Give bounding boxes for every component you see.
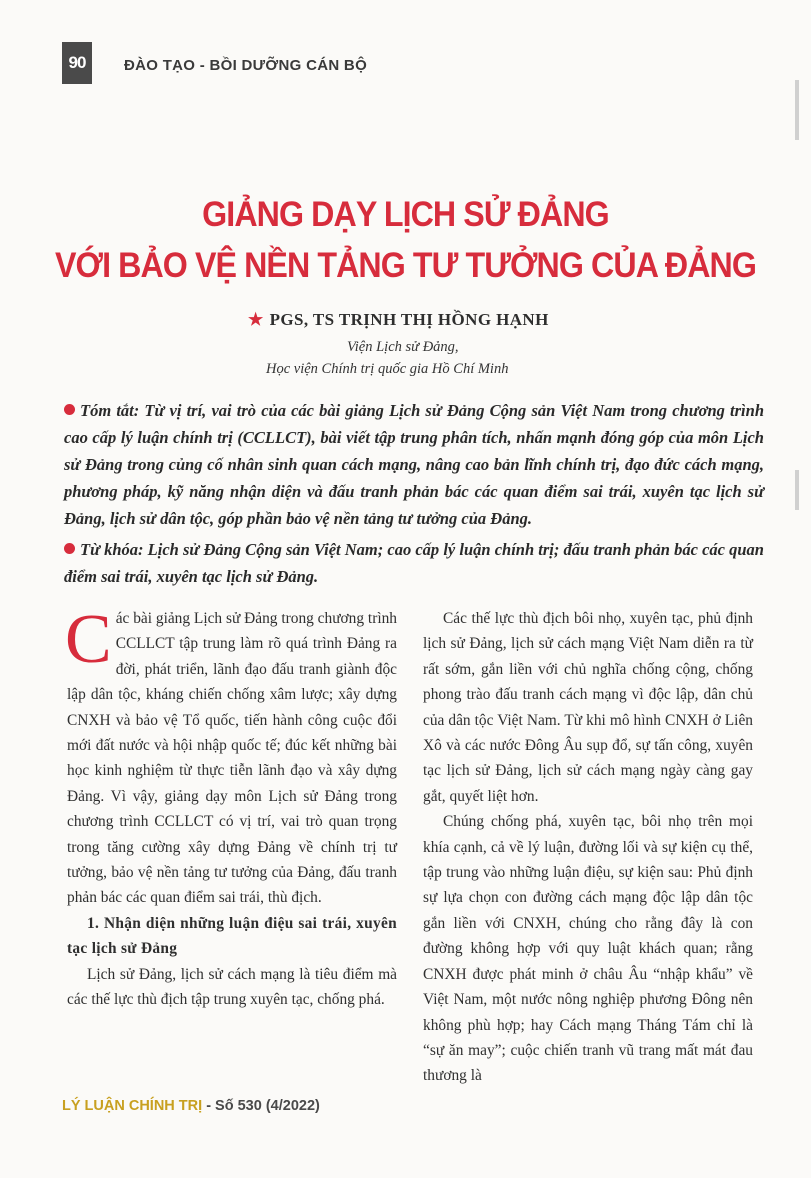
body-paragraph: Các thế lực thù địch bôi nhọ, xuyên tạc, phủ định lịch sử Đảng, lịch sử cách mạng Việt Nam diễn ra từ rất sớm, gắn liền với chủ nghĩa chống cộng, chống phong trào đấu tranh cách mạng vì độc lập, dân chủ của dân tộc Việt Nam. Từ khi mô hình CNXH ở Liên Xô và các nước Đông Âu sụp đổ, sự tấn công, xuyên tạc lịch sử Đảng, lịch sử cách mạng ngày càng gay gắt, quyết liệt hơn. xyxy=(423,610,753,805)
affiliation-line1: Viện Lịch sử Đảng, xyxy=(347,339,459,355)
intro-text: ác bài giảng Lịch sử Đảng trong chương trình CCLLCT tập trung làm rõ quá trình Đảng ra đời, phát triển, lãnh đạo đấu tranh giành độc lập dân tộc, kháng chiến chống xâm lược; xây dựng CNXH và bảo vệ Tổ quốc, tiến hành công cuộc đổi mới đất nước và hội nhập quốc tế; đúc kết những bài học kinh nghiệm từ thực tiễn lãnh đạo và xây dựng Đảng. Vì vậy, giảng dạy môn Lịch sử Đảng trong chương trình CCLLCT có vị trí, vai trò quan trọng trong tăng cường xây dựng Đảng về chính trị tư tưởng, bảo vệ nền tảng tư tưởng của Đảng, đấu tranh phản bác các quan điểm sai trái, thù địch. xyxy=(67,610,397,907)
scan-edge-mark xyxy=(795,80,799,140)
author-line xyxy=(248,310,549,330)
page-number: 90 xyxy=(62,42,92,84)
affiliation-line2: Học viện Chính trị quốc gia Hồ Chí Minh xyxy=(266,361,509,377)
page-footer xyxy=(62,1098,320,1114)
bullet-dot-icon xyxy=(64,543,75,554)
section-heading-1: 1. Nhận diện những luận điệu sai trái, xuyên tạc lịch sử Đảng xyxy=(67,914,397,958)
author-name: PGS, TS TRỊNH THỊ HỒNG HẠNH xyxy=(269,310,549,329)
article-title-line1: GIẢNG DẠY LỊCH SỬ ĐẢNG xyxy=(202,195,609,234)
body-column-right xyxy=(423,606,753,1089)
keywords-text: Từ khóa: Lịch sử Đảng Cộng sản Việt Nam; cao cấp lý luận chính trị; đấu tranh phản bác các quan điểm sai trái, xuyên tạc lịch sử Đảng. xyxy=(64,540,764,586)
body-column-left xyxy=(65,601,397,1013)
intro-paragraph xyxy=(65,601,397,911)
star-icon: ★ xyxy=(248,310,264,329)
scan-edge-mark xyxy=(795,470,799,510)
issue-number: - Số 530 (4/2022) xyxy=(202,1098,320,1114)
journal-name: LÝ LUẬN CHÍNH TRỊ xyxy=(62,1098,203,1114)
drop-cap: C xyxy=(65,601,112,678)
bullet-dot-icon xyxy=(64,404,75,415)
body-paragraph: Chúng chống phá, xuyên tạc, bôi nhọ trên mọi khía cạnh, cả về lý luận, đường lối và sự kiện cụ thể, tập trung vào những luận điệu, sự kiện sau: Phủ định sự lựa chọn con đường cách mạng độc lập dân tộc gắn liền với CNXH, chúng cho rằng đây là con đường không hợp với quy luật khách quan; rằng CNXH được phát minh ở châu Âu “nhập khẩu” về Việt Nam, một nước nông nghiệp phương Đông nên không phù hợp; hay Cách mạng Tháng Tám chỉ là “sự ăn may”; cuộc chiến tranh vũ trang mất mát đau thương là xyxy=(423,813,753,1085)
body-paragraph: Lịch sử Đảng, lịch sử cách mạng là tiêu điểm mà các thế lực thù địch tập trung xuyên tạc, chống phá. xyxy=(67,965,397,1009)
summary-text: Tóm tắt: Từ vị trí, vai trò của các bài giảng Lịch sử Đảng Cộng sản Việt Nam trong chương trình cao cấp lý luận chính trị (CCLLCT), bài viết tập trung phân tích, nhấn mạnh đóng góp của môn Lịch sử Đảng trong củng cố nhân sinh quan cách mạng, nâng cao bản lĩnh chính trị, đạo đức cách mạng, phương pháp, kỹ năng nhận diện và đấu tranh phản bác các quan điểm sai trái, xuyên tạc lịch sử Đảng, lịch sử dân tộc, góp phần bảo vệ nền tảng tư tưởng của Đảng. xyxy=(64,401,764,528)
abstract-keywords xyxy=(64,536,764,590)
abstract-summary xyxy=(64,397,764,532)
section-header: ĐÀO TẠO - BỒI DƯỠNG CÁN BỘ xyxy=(124,57,368,74)
article-title-line2: VỚI BẢO VỆ NỀN TẢNG TƯ TƯỞNG CỦA ĐẢNG xyxy=(54,246,757,285)
